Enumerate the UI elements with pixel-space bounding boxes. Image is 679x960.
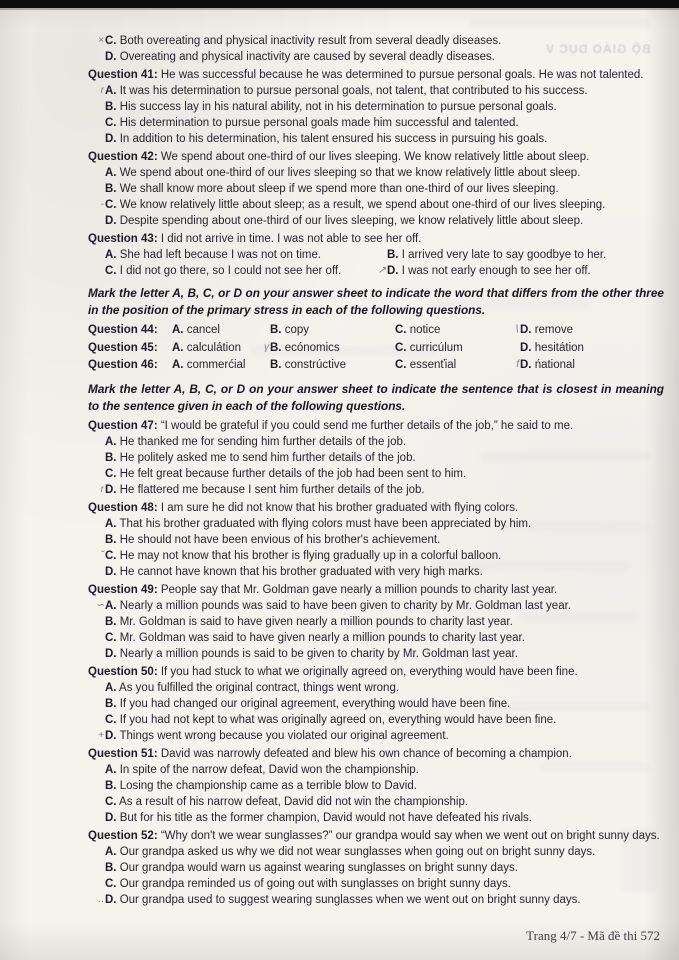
option-text: In addition to his determination, his talent ensured his success in pursuing his goals.	[116, 133, 548, 145]
option-text: He should not have been envious of his brother's achievement.	[116, 533, 441, 546]
option-letter: B.	[105, 615, 117, 628]
answer-option	[105, 516, 664, 532]
answer-option	[98, 728, 664, 744]
question-block	[88, 828, 664, 908]
option-text: commerćial	[183, 359, 246, 371]
question-block	[88, 149, 664, 229]
answer-option	[105, 49, 664, 65]
question-block	[88, 231, 664, 279]
option-text: ecónomics	[281, 341, 340, 354]
answer-option	[395, 340, 520, 356]
answer-option	[387, 247, 664, 263]
question-number: Question 46:	[88, 359, 158, 371]
answer-option	[105, 131, 664, 147]
option-letter: D.	[105, 565, 117, 578]
page-footer: Trang 4/7 - Mã đề thi 572	[526, 928, 660, 943]
option-letter: B.	[105, 451, 117, 464]
answer-option	[105, 844, 664, 860]
option-text: If you had not kept to what was originally agreed on, everything would have been fine.	[116, 713, 557, 726]
question-stem-text: If you had stuck to what we originally agreed on, everything would have been fine.	[157, 665, 578, 678]
option-letter: B.	[105, 101, 117, 113]
option-letter: D.	[520, 341, 532, 354]
answer-option	[105, 810, 664, 826]
option-letter: D.	[520, 359, 532, 371]
bleed-through-text: BỘ GIÁO DỤC V	[545, 42, 651, 56]
question-stem-text: “I would be grateful if you could send me further details of the job,” he said to me.	[157, 419, 574, 432]
option-text: Our grandpa used to suggest wearing sunglasses when we went out on bright sunny days.	[116, 893, 581, 906]
answer-option	[105, 213, 664, 229]
answer-option	[105, 794, 664, 810]
option-text: We spend about one-third of our lives sleeping so that we know relatively little about sleep.	[116, 167, 581, 179]
option-letter: C.	[105, 713, 117, 726]
question-stem	[88, 149, 664, 165]
answer-option	[105, 181, 664, 197]
answer-option	[105, 165, 664, 181]
option-letter: B.	[270, 341, 282, 354]
question-stem-text: People say that Mr. Goldman gave nearly a million pounds to charity last year.	[157, 583, 558, 596]
answer-option	[172, 357, 270, 373]
option-letter: A.	[172, 359, 184, 371]
question-number: Question 52:	[88, 829, 158, 842]
question-number: Question 45:	[88, 341, 158, 354]
pencil-mark: f	[516, 359, 519, 370]
option-letter: C.	[105, 467, 117, 480]
option-text: ńational	[531, 359, 575, 371]
question-stem-text: “Why don't we wear sunglasses?” our grandpa would say when we went out on bright sunny days.	[157, 829, 660, 842]
option-letter: D.	[105, 51, 117, 63]
stress-question-row	[88, 340, 664, 358]
answer-option	[97, 892, 664, 908]
question-block	[88, 418, 664, 498]
question-stem	[88, 582, 664, 598]
option-letter: C.	[395, 359, 407, 371]
question-stem	[88, 664, 664, 680]
option-text: That his brother graduated with flying colors must have been appreciated by him.	[116, 517, 532, 530]
option-letter: D.	[105, 893, 117, 906]
option-text: We know relatively little about sleep; as a result, we spend about one-third of our lives sleeping.	[116, 199, 606, 211]
option-letter: A.	[105, 249, 117, 261]
option-text: Our grandpa asked us why we did not wear sunglasses when going out on bright sunny days.	[116, 845, 596, 858]
answer-option	[100, 482, 664, 498]
answer-option	[264, 340, 395, 356]
pencil-mark: ‥	[97, 893, 104, 905]
option-text: Nearly a million pounds was said to have been given to charity by Mr. Goldman last year.	[116, 599, 571, 612]
option-text: remove	[531, 324, 574, 336]
question-block	[88, 582, 664, 662]
option-letter: B.	[387, 249, 399, 261]
answer-option	[105, 614, 664, 630]
answer-option	[100, 548, 664, 564]
option-letter: C.	[105, 117, 117, 129]
option-letter: B.	[105, 861, 117, 874]
answer-option	[105, 646, 664, 662]
question-stem	[88, 231, 664, 247]
answer-option	[105, 434, 664, 450]
answer-option	[105, 466, 664, 482]
option-text: But for his title as the former champion, David would not have defeated his rivals.	[116, 811, 532, 824]
answer-option	[395, 322, 520, 338]
stress-question-row	[88, 357, 664, 375]
option-letter: C.	[105, 199, 117, 211]
pencil-mark: r	[100, 483, 104, 495]
section-instruction: Mark the letter A, B, C, or D on your answer sheet to indicate the word that differs from the other three in the position of the primary stress in each of the following questions.	[88, 286, 664, 317]
answer-option	[395, 357, 520, 373]
option-text: I was not early enough to see her off.	[398, 265, 591, 277]
option-text: He cannot have known that his brother graduated with very high marks.	[116, 565, 483, 578]
option-letter: B.	[270, 324, 282, 336]
option-text: If you had changed our original agreement, everything would have been fine.	[116, 697, 511, 710]
option-letter: D.	[105, 647, 117, 660]
question-stem	[88, 500, 664, 516]
answer-option	[105, 247, 387, 263]
option-letter: A.	[105, 845, 117, 858]
question-block	[88, 664, 664, 744]
answer-option	[100, 197, 664, 213]
question-stem-text: David was narrowly defeated and blew his own chance of becoming a champion.	[157, 747, 572, 760]
answer-option	[270, 322, 395, 338]
orphan-options-block	[88, 33, 664, 65]
pencil-mark: r	[100, 85, 104, 96]
option-text: essenťial	[406, 359, 457, 371]
option-letter: D.	[520, 324, 532, 336]
option-text: I arrived very late to say goodbye to her.	[398, 249, 607, 261]
option-text: We shall know more about sleep if we spend more than one-third of our lives sleeping.	[116, 183, 559, 195]
answer-option	[105, 115, 664, 131]
option-text: Overeating and physical inactivity are caused by several deadly diseases.	[116, 51, 495, 63]
option-text: copy	[281, 324, 309, 336]
answer-option	[512, 322, 664, 338]
option-text: He may not know that his brother is flying gradually up in a colorful balloon.	[116, 549, 502, 562]
answer-option	[105, 564, 664, 580]
option-text: Nearly a million pounds is said to be given to charity by Mr. Goldman last year.	[116, 647, 518, 660]
option-letter: A.	[105, 599, 117, 612]
option-text: It was his determination to pursue personal goals, not talent, that contributed to his success.	[116, 85, 588, 97]
answer-option	[105, 99, 664, 115]
question-block	[88, 746, 664, 826]
option-text: hesitátion	[531, 341, 584, 354]
answer-option	[377, 263, 664, 279]
question-number: Question 48:	[88, 501, 158, 514]
option-letter: A.	[105, 763, 117, 776]
question-number: Question 42:	[88, 151, 158, 163]
option-text: constrúctive	[281, 359, 347, 371]
answer-option	[105, 778, 664, 794]
pencil-mark: ∽	[95, 599, 104, 611]
options-grid	[105, 247, 664, 279]
option-letter: D.	[105, 729, 117, 742]
pencil-mark: ˇ	[100, 549, 104, 561]
option-text: notice	[406, 324, 441, 336]
option-text: Our grandpa reminded us of going out with sunglasses on bright sunny days.	[116, 877, 511, 890]
option-letter: B.	[105, 183, 117, 195]
answer-option	[105, 696, 664, 712]
option-text: Things went wrong because you violated our original agreement.	[116, 729, 449, 742]
option-text: Our grandpa would warn us against wearing sunglasses on bright sunny days.	[116, 861, 518, 874]
question-number: Question 50:	[88, 665, 158, 678]
answer-option	[100, 83, 664, 99]
question-stem	[88, 67, 664, 83]
answer-option	[520, 340, 664, 356]
option-text: I did not go there, so I could not see her off.	[116, 265, 342, 277]
question-number: Question 51:	[88, 747, 158, 760]
answer-option	[105, 532, 664, 548]
option-text: She had left because I was not on time.	[116, 249, 322, 261]
pencil-mark: γ	[264, 341, 269, 353]
question-stem	[88, 746, 664, 762]
pencil-mark: ×	[98, 35, 104, 46]
option-text: Mr. Goldman is said to have given nearly a million pounds to charity last year.	[116, 615, 513, 628]
question-stem-text: I did not arrive in time. I was not able to see her off.	[157, 233, 422, 245]
option-text: As a result of his narrow defeat, David did not win the championship.	[116, 795, 469, 808]
option-text: calculátion	[183, 341, 242, 354]
option-letter: D.	[105, 133, 117, 145]
answer-option	[105, 450, 664, 466]
pencil-mark: ↗	[377, 265, 386, 276]
section-instruction: Mark the letter A, B, C, or D on your answer sheet to indicate the sentence that is closest in meaning to the sentence given in each of the following questions.	[88, 381, 664, 413]
answer-option	[105, 876, 664, 892]
option-letter: A.	[105, 517, 117, 530]
option-text: Both overeating and physical inactivity result from several deadly diseases.	[116, 35, 502, 47]
answer-option	[172, 322, 270, 338]
question-number: Question 43:	[88, 233, 158, 245]
option-letter: B.	[105, 697, 117, 710]
question-block	[88, 67, 664, 147]
question-number: Question 44:	[88, 324, 158, 336]
answer-option	[105, 860, 664, 876]
option-letter: C.	[105, 877, 117, 890]
option-letter: A.	[105, 85, 117, 97]
option-text: Losing the championship came as a terrible blow to David.	[116, 779, 417, 792]
option-letter: D.	[105, 811, 117, 824]
question-stem-text: He was successful because he was determined to pursue personal goals. He was not talented.	[157, 69, 644, 81]
option-letter: D.	[105, 215, 117, 227]
option-letter: C.	[395, 324, 407, 336]
option-letter: C.	[105, 265, 117, 277]
option-letter: D.	[387, 265, 399, 277]
answer-option	[98, 33, 664, 49]
stress-question-row	[88, 322, 664, 340]
answer-option	[105, 630, 664, 646]
option-letter: B.	[270, 359, 282, 371]
answer-option	[105, 712, 664, 728]
question-stem-text: I am sure he did not know that his brother graduated with flying colors.	[157, 501, 519, 514]
option-text: He flattered me because I sent him further details of the job.	[116, 483, 425, 496]
option-letter: C.	[105, 795, 117, 808]
option-letter: D.	[105, 483, 117, 496]
option-letter: B.	[105, 533, 117, 546]
option-letter: C.	[395, 341, 407, 354]
question-stem	[88, 418, 664, 434]
bleed-smudge	[470, 18, 650, 28]
option-text: As you fulfilled the original contract, things went wrong.	[116, 681, 400, 694]
option-letter: A.	[105, 167, 117, 179]
answer-option	[172, 340, 270, 356]
option-text: In spite of the narrow defeat, David won the championship.	[116, 763, 419, 776]
answer-option	[105, 762, 664, 778]
option-letter: A.	[105, 435, 117, 448]
option-text: He politely asked me to send him further details of the job.	[116, 451, 416, 464]
option-letter: C.	[105, 631, 117, 644]
option-text: His success lay in his natural ability, not in his determination to pursue personal goals.	[116, 101, 557, 113]
option-text: His determination to pursue personal goals made him successful and talented.	[116, 117, 519, 129]
option-letter: C.	[105, 549, 117, 562]
answer-option	[516, 357, 664, 373]
question-number: Question 41:	[88, 69, 158, 81]
answer-option	[270, 357, 395, 373]
question-stem	[88, 828, 664, 844]
question-number: Question 47:	[88, 419, 158, 432]
exam-body	[88, 33, 664, 910]
scan-top-band	[0, 0, 679, 8]
option-text: cancel	[183, 324, 220, 336]
option-text: Mr. Goldman was said to have given nearly a million pounds to charity last year.	[116, 631, 525, 644]
option-letter: B.	[105, 779, 117, 792]
option-text: Despite spending about one-third of our lives sleeping, we know relatively little about sleep.	[116, 215, 584, 227]
answer-option	[105, 263, 387, 279]
option-text: He thanked me for sending him further details of the job.	[116, 435, 407, 448]
option-letter: A.	[172, 324, 184, 336]
answer-option	[105, 680, 664, 696]
answer-option	[95, 598, 664, 614]
question-block	[88, 500, 664, 580]
option-letter: A.	[172, 341, 184, 354]
question-stem-text: We spend about one-third of our lives sleeping. We know relatively little about sleep.	[157, 151, 590, 163]
option-text: curricúlum	[406, 341, 463, 354]
pencil-mark: +	[98, 729, 104, 741]
option-letter: A.	[105, 681, 117, 694]
option-letter: C.	[105, 35, 117, 47]
pencil-mark: ∖	[512, 324, 519, 335]
pencil-mark: -	[100, 199, 104, 210]
option-text: He felt great because further details of the job had been sent to him.	[116, 467, 467, 480]
question-number: Question 49:	[88, 583, 158, 596]
